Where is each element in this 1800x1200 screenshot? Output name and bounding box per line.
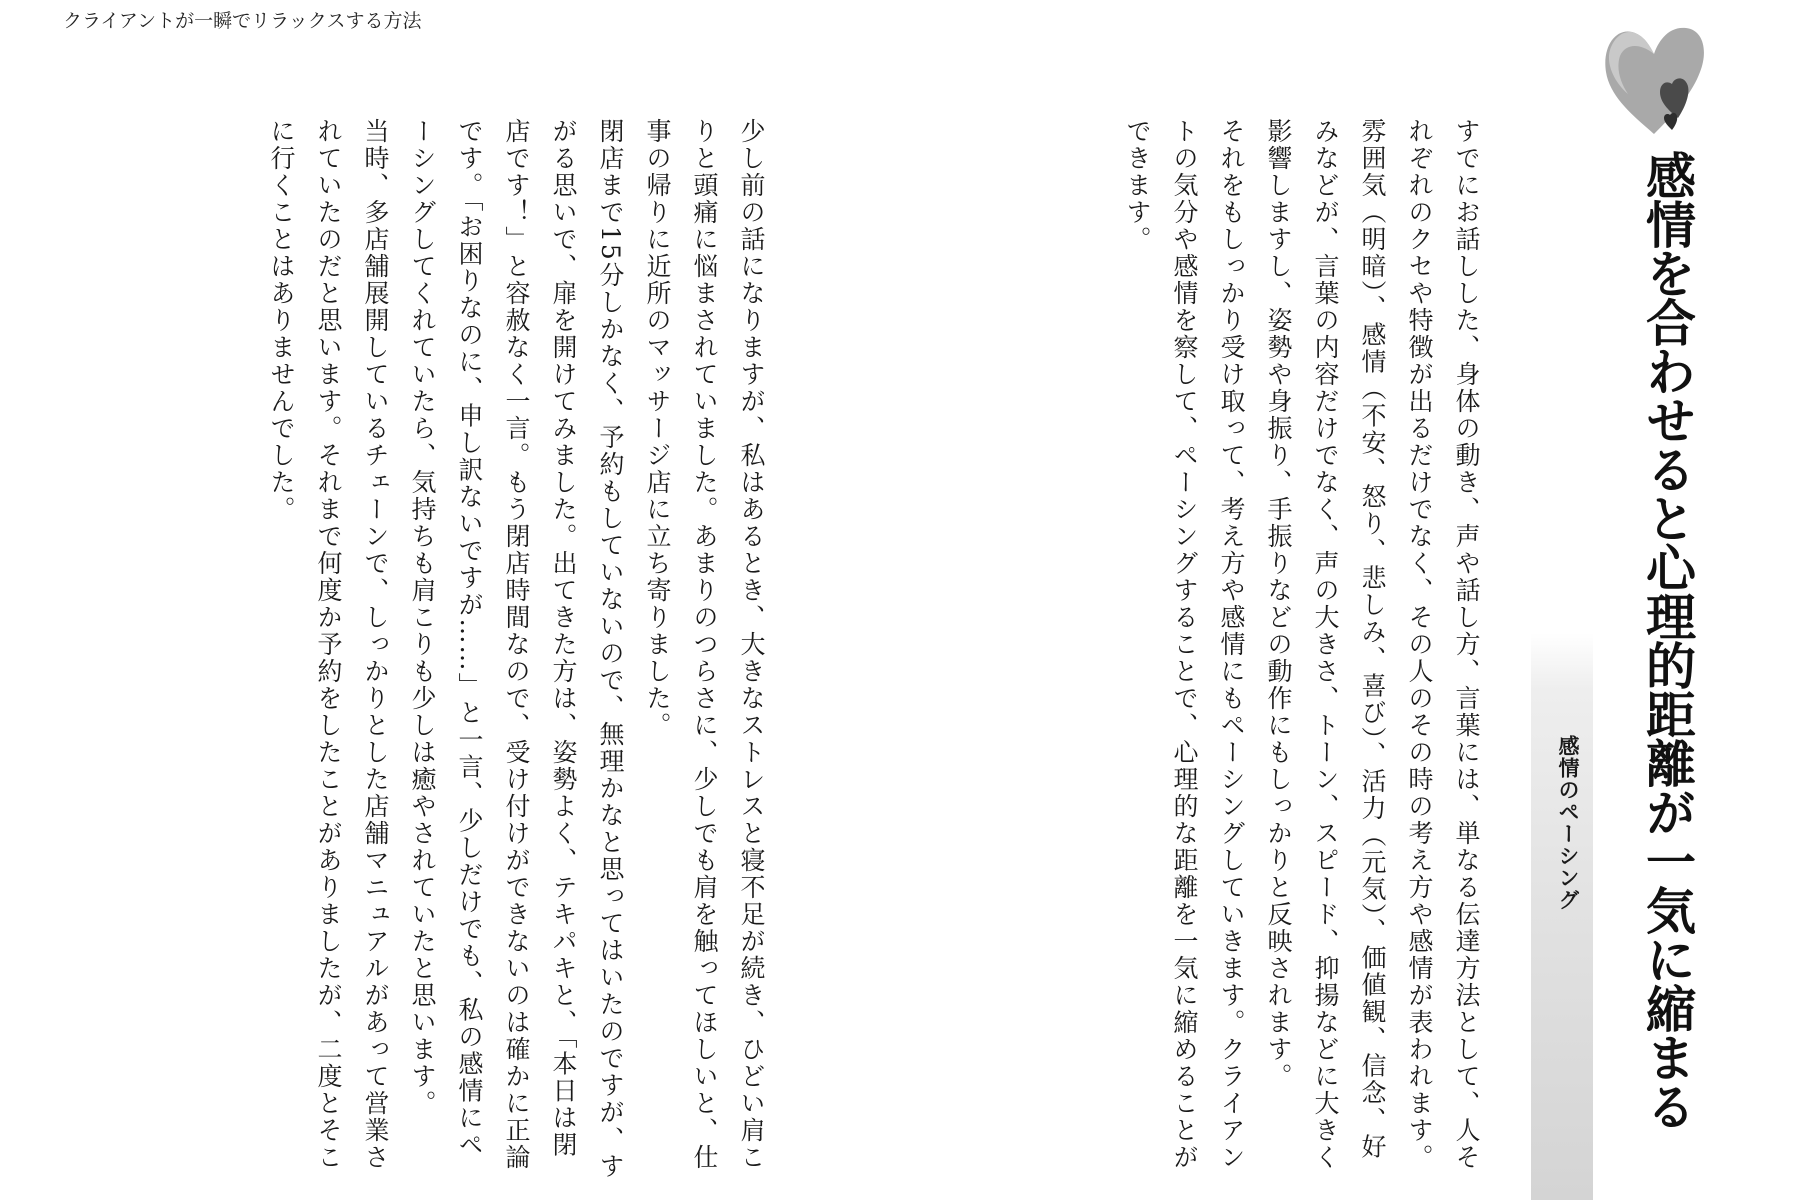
section-tab-label: 感情のペーシング: [1556, 735, 1580, 911]
section-title: 感情を合わせると心理的距離が一気に縮まる: [1638, 150, 1696, 1130]
paragraph: 閉店まで15分しかなく、予約もしていないので、無理かなと思ってはいたのですが、すがる思いで、扉を開けてみました。出てきた方は、姿勢よく、テキパキと、「本日は閉店です！」と容赦なく一言。もう閉店時間なので、受け付けができないのは確かに正論です。「お困りなのに、申し訳ないですが……」と一言、少しだけでも、私の感情にペーシングしてくれていたら、気持ちも肩こりも少しは癒やされていたと思います。: [408, 118, 625, 1180]
body-text-right: [1090, 118, 1490, 1183]
paragraph: それをもしっかり受け取って、考え方や感情にもペーシングしていきます。クライアントの気分や感情を察して、ペーシングすることで、心理的な距離を一気に縮めることができます。: [1123, 118, 1246, 1171]
paragraph: 少し前の話になりますが、私はあるとき、大きなストレスと寝不足が続き、ひどい肩こりと頭痛に悩まされていました。あまりのつらさに、少しでも肩を触ってほしいと、仕事の帰りに近所のマッサージ店に立ち寄りました。: [643, 118, 766, 1171]
body-text-left: [245, 118, 775, 1183]
paragraph: すでにお話しした、身体の動き、声や話し方、言葉には、単なる伝達方法として、人それぞれのクセや特徴が出るだけでなく、その人のその時の考え方や感情が表われます。: [1405, 118, 1481, 1171]
heart-icon: [1602, 22, 1710, 146]
paragraph: 当時、多店舗展開しているチェーンで、しっかりとした店舗マニュアルがあって営業されていたのだと思います。それまで何度か予約をしたことがありましたが、二度とそこに行くことはありませんでした。: [267, 118, 390, 1171]
section-tab-band: [1531, 633, 1593, 1200]
running-head: クライアントが一瞬でリラックスする方法: [63, 10, 422, 32]
paragraph: 雰囲気（明暗）、感情（不安、怒り、悲しみ、喜び）、活力（元気）、価値観、信念、好みなどが、言葉の内容だけでなく、声の大きさ、トーン、スピード、抑揚などに大きく影響しますし、姿勢や身振り、手振りなどの動作にもしっかりと反映されます。: [1264, 118, 1387, 1171]
